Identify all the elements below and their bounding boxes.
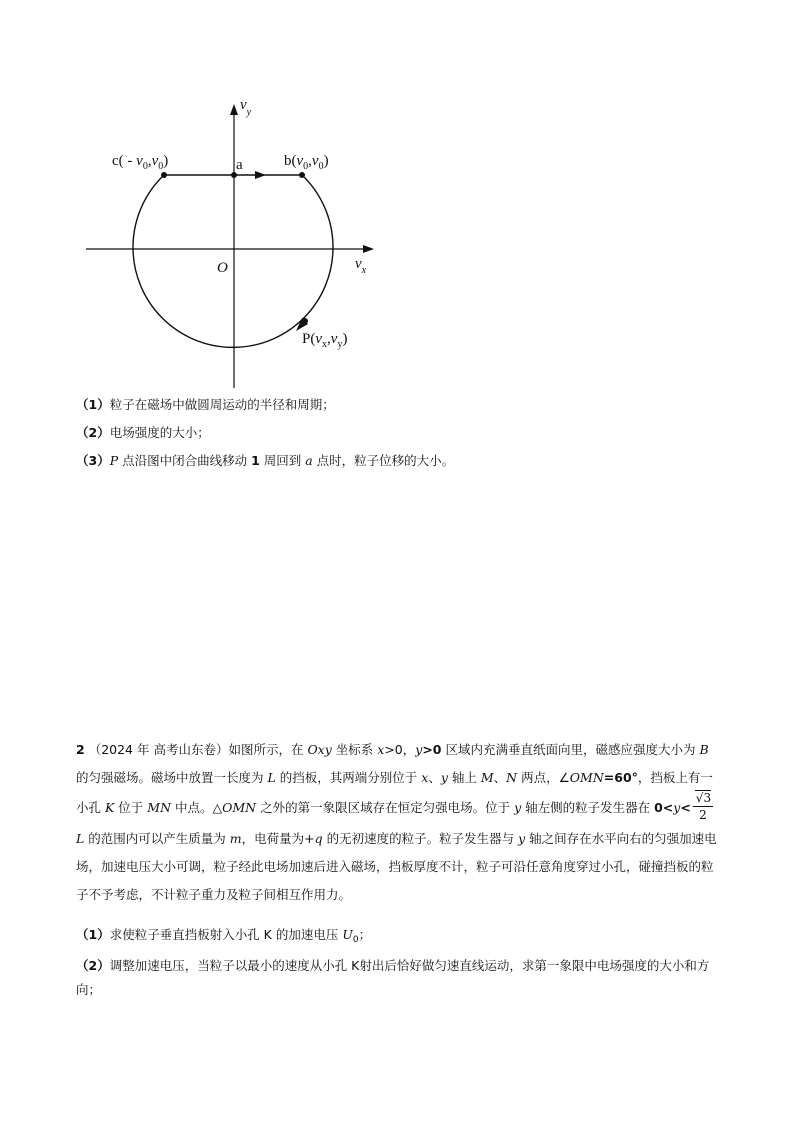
point-p — [302, 318, 308, 324]
question-1-3: （3）P 点沿图中闭合曲线移动 1 周回到 a 点时，粒子位移的大小。 — [76, 453, 455, 468]
fraction-sqrt3-over-2: $\frac{√3}{2}$ — [693, 790, 713, 823]
question-1-2: （2）电场强度的大小； — [76, 425, 210, 440]
point-a-label: a — [236, 157, 243, 173]
question-2-1: （1）求使粒子垂直挡板射入小孔 K 的加速电压 $U_0$； — [76, 927, 372, 945]
problem-2-text: 2 （2024 年 高考山东卷）如图所示，在 Oxy 坐标系 x>0，y>0 区域内充满垂直纸面向里，磁感应强度大小为 B 的匀强磁场。磁场中放置一长度为 L 的挡板，其两端分别位于 x、y 轴上 M、N 两点，∠OMN=60°，挡板上有一小孔 K 位于 MN 中点。△OMN 之外的第一象限区域存在恒定匀强电场。位于 y 轴左侧的粒子发生器在 0<y< $\frac{√3}{2}$ L 的范围内可以产生质量为 m，电荷量为+q 的无初速度的粒子。粒子发生器与 y 轴之间存在水平向右的匀强加速电场，加速电压大小可调，粒子经此电场加速后进入磁场，挡板厚度不计，粒子可沿任意角度穿过小孔，碰撞挡板的粒子不予考虑，不计粒子重力及粒子间相互作用力。 — [76, 742, 717, 902]
vy-axis-label: $v_y$ — [240, 97, 252, 118]
chord-arrow — [255, 171, 266, 179]
point-p-label: $P(v_x,v_y)$ — [302, 331, 348, 350]
point-b-label: $b(v_0,v_0)$ — [284, 153, 329, 172]
point-c-label: $c( - v_0,v_0)$ — [112, 153, 169, 172]
point-c — [161, 172, 167, 178]
question-2-2: （2）调整加速电压，当粒子以最小的速度从小孔 K射出后恰好做匀速直线运动，求第一象限中电场强度的大小和方向； — [76, 958, 710, 997]
vx-axis-arrow — [363, 245, 374, 253]
velocity-diagram — [80, 92, 390, 392]
vx-axis-label: $v_x$ — [355, 256, 367, 276]
question-1-1: （1）粒子在磁场中做圆周运动的半径和周期； — [76, 397, 335, 412]
point-b — [299, 172, 305, 178]
vy-axis-arrow — [230, 104, 238, 115]
origin-label: O — [217, 260, 228, 276]
